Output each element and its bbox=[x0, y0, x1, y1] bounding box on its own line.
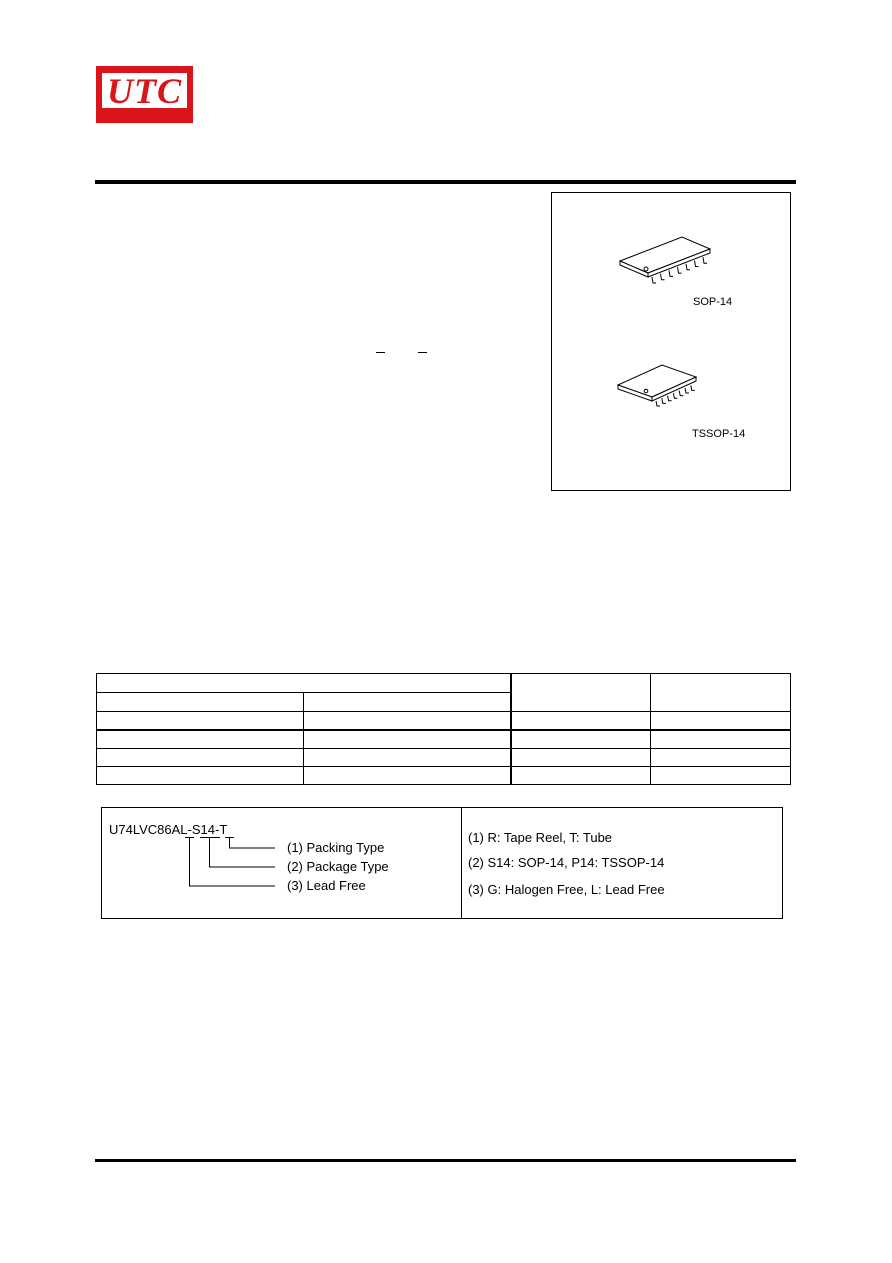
table-header-cell bbox=[304, 693, 511, 712]
sop14-label: SOP-14 bbox=[693, 296, 733, 308]
package-pin bbox=[668, 396, 672, 401]
sop14-package-icon bbox=[612, 231, 722, 291]
package-pin bbox=[661, 274, 665, 280]
lead-free-description: (3) G: Halogen Free, L: Lead Free bbox=[468, 882, 665, 897]
ordering-information-table bbox=[96, 673, 791, 785]
package-pin bbox=[695, 261, 699, 267]
utc-logo bbox=[96, 66, 193, 123]
table-header-cell bbox=[97, 674, 511, 693]
column-divider bbox=[461, 808, 462, 918]
table-row bbox=[97, 730, 791, 749]
table-row bbox=[97, 749, 791, 767]
footer-rule bbox=[95, 1159, 796, 1162]
package-pin bbox=[669, 270, 673, 276]
package-pin bbox=[685, 388, 689, 393]
table-header-cell bbox=[97, 693, 304, 712]
table-header-row bbox=[97, 674, 791, 693]
table-header-cell bbox=[651, 674, 791, 712]
package-pin bbox=[679, 391, 683, 396]
part-number-decoder bbox=[101, 807, 783, 919]
package-pin bbox=[652, 277, 656, 283]
package-pin bbox=[656, 401, 660, 406]
table-row bbox=[97, 712, 791, 731]
package-image-box bbox=[551, 192, 791, 491]
overbar-mark bbox=[376, 352, 385, 353]
package-pin bbox=[673, 393, 677, 398]
package-pin bbox=[691, 385, 695, 390]
package-pin bbox=[678, 267, 682, 273]
table-header-cell bbox=[511, 674, 651, 712]
legend-packing-type: (1) Packing Type bbox=[287, 840, 385, 855]
part-number: U74LVC86AL-S14-T bbox=[109, 822, 228, 837]
overbar-mark bbox=[418, 352, 427, 353]
package-pin bbox=[703, 257, 707, 263]
tssop14-package-icon bbox=[612, 361, 722, 421]
tssop14-label: TSSOP-14 bbox=[692, 428, 746, 440]
package-pin bbox=[662, 398, 666, 403]
package-type-description: (2) S14: SOP-14, P14: TSSOP-14 bbox=[468, 855, 665, 870]
package-pin bbox=[686, 264, 690, 270]
packing-type-description: (1) R: Tape Reel, T: Tube bbox=[468, 830, 613, 845]
table-row bbox=[97, 767, 791, 785]
legend-leader-lines bbox=[102, 808, 461, 920]
legend-package-type: (2) Package Type bbox=[287, 859, 389, 874]
logo-text: UTC bbox=[107, 71, 182, 111]
legend-lead-free: (3) Lead Free bbox=[287, 878, 366, 893]
header-rule bbox=[95, 180, 796, 184]
